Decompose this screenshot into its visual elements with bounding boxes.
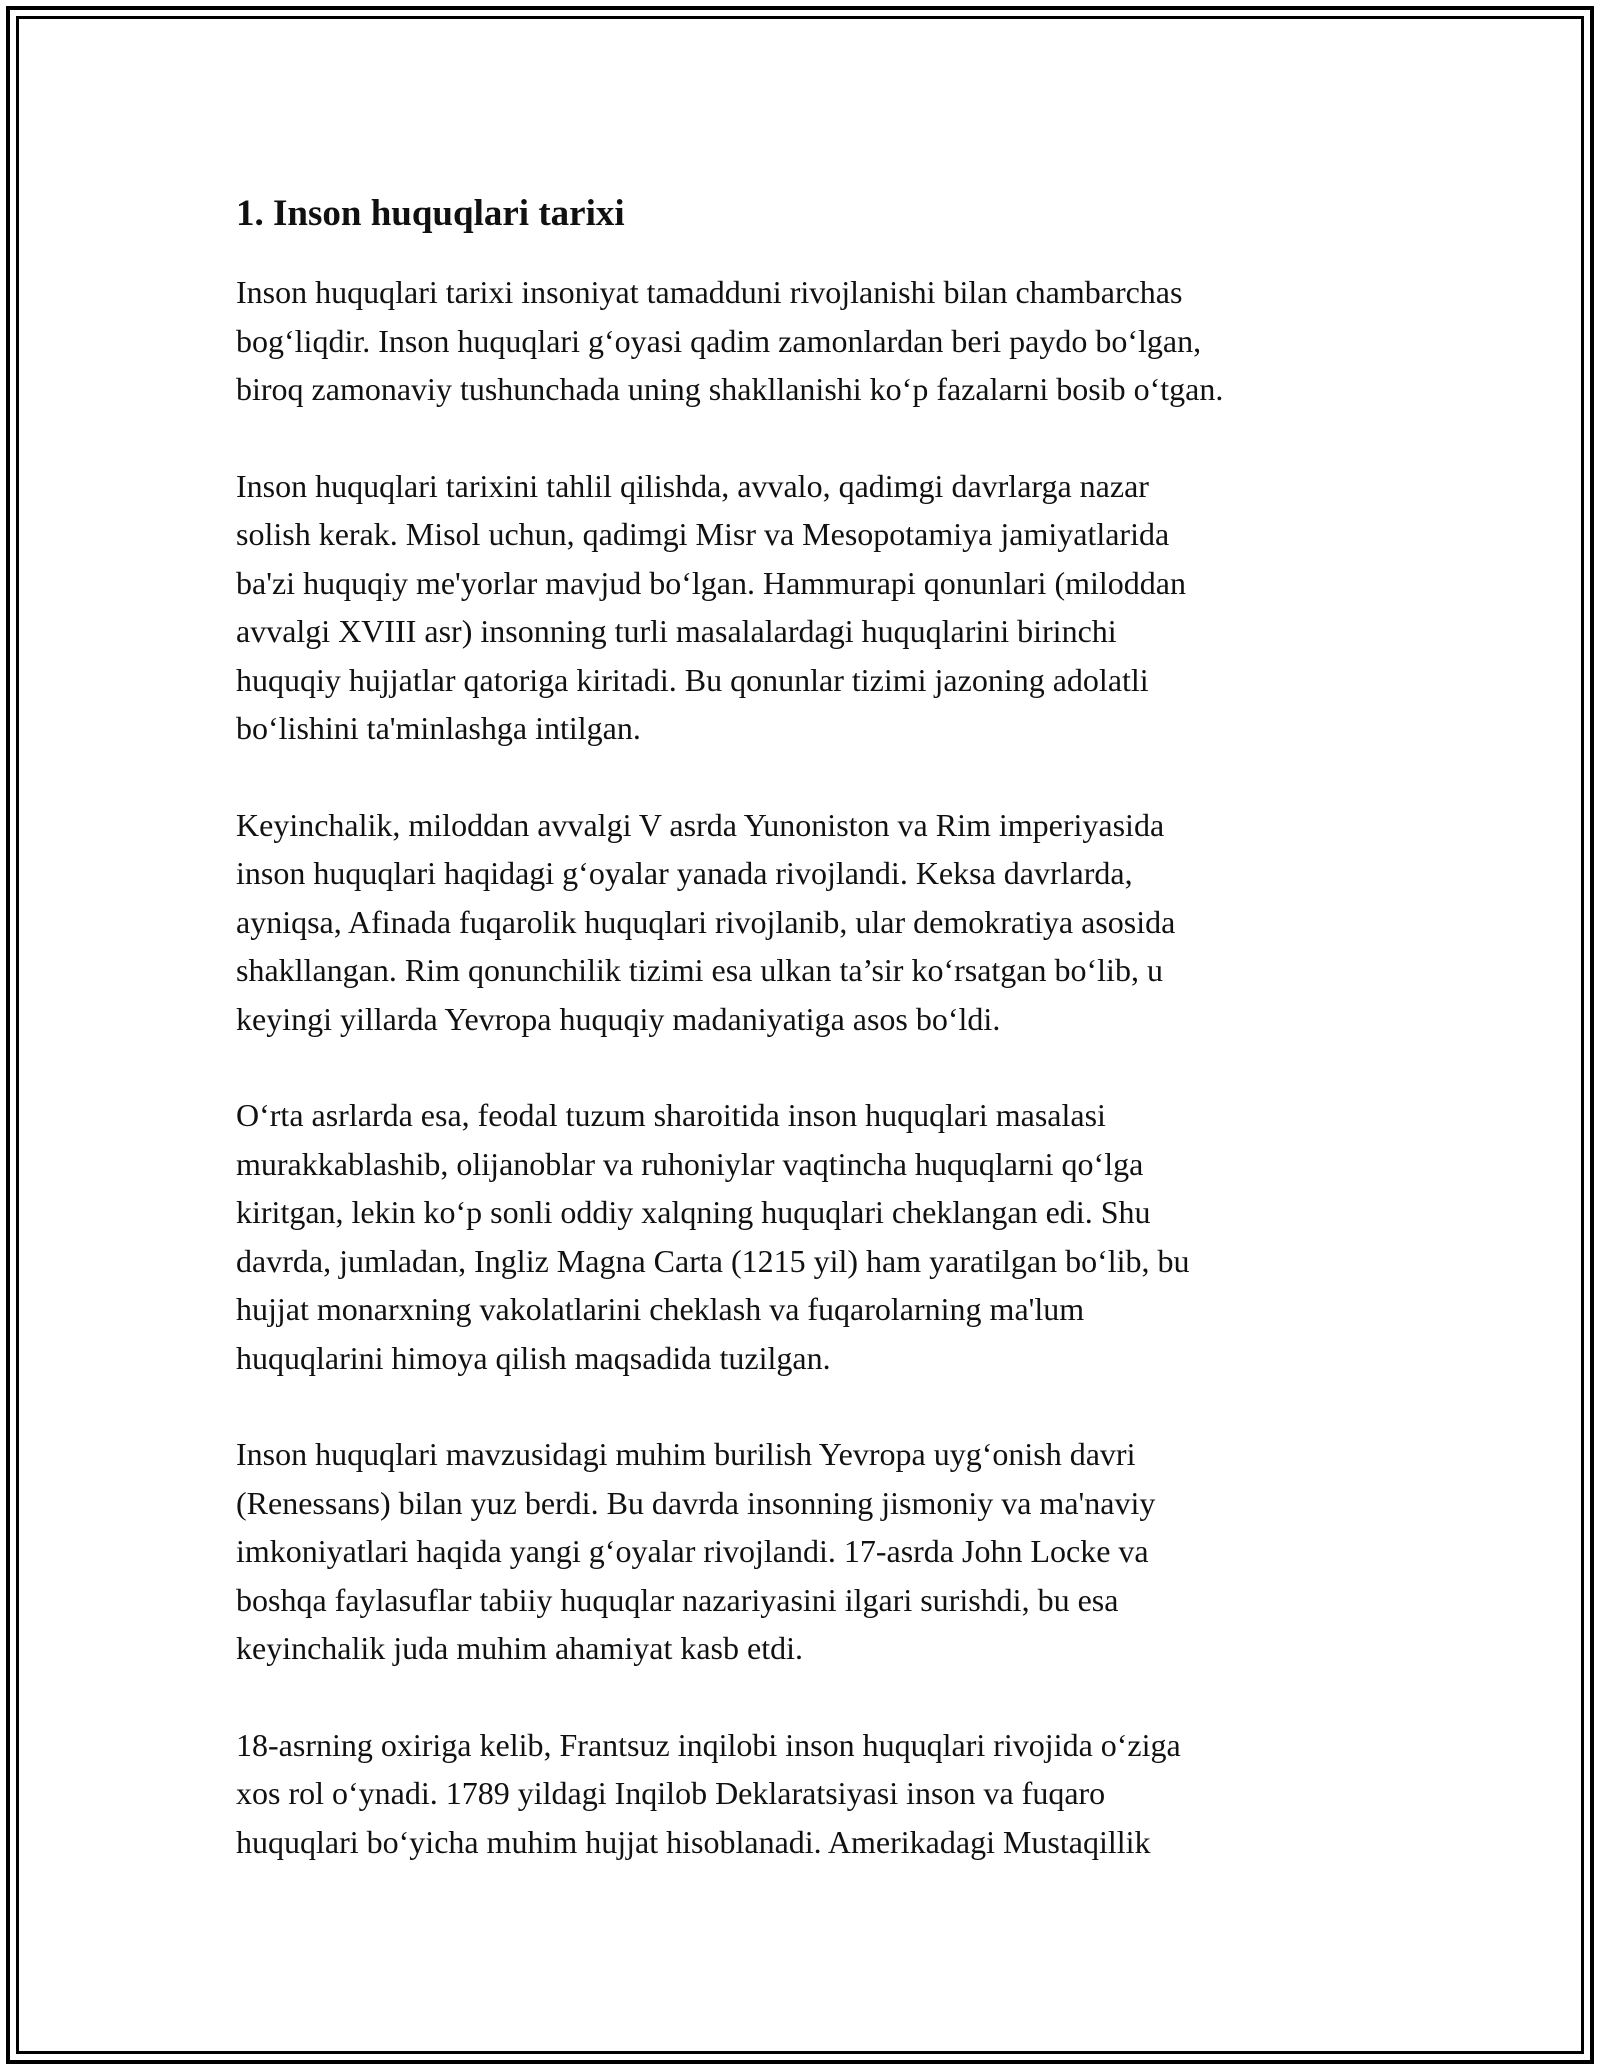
paragraph bbox=[236, 462, 1416, 753]
paragraph bbox=[236, 1721, 1416, 1867]
text-line: kiritgan, lekin ko‘p sonli oddiy xalqning huquqlari cheklangan edi. Shu bbox=[236, 1194, 1151, 1230]
text-line: inson huquqlari haqidagi g‘oyalar yanada rivojlandi. Keksa davrlarda, bbox=[236, 855, 1133, 891]
text-line: Inson huquqlari mavzusidagi muhim burilish Yevropa uyg‘onish davri bbox=[236, 1436, 1136, 1472]
text-line: Keyinchalik, miloddan avvalgi V asrda Yunoniston va Rim imperiyasida bbox=[236, 806, 1165, 843]
paragraph bbox=[236, 801, 1416, 1044]
text-line: hujjat monarxning vakolatlarini cheklash va fuqarolarning ma'lum bbox=[236, 1291, 1085, 1327]
text-line: imkoniyatlari haqida yangi g‘oyalar rivojlandi. 17-asrda John Locke va bbox=[236, 1533, 1149, 1569]
text-line: huquqlari bo‘yicha muhim hujjat hisoblanadi. Amerikadagi Mustaqillik bbox=[236, 1823, 1151, 1860]
text-line: Inson huquqlari tarixi insoniyat tamadduni rivojlanishi bilan chambarchas bbox=[236, 274, 1183, 310]
text-line: bo‘lishini ta'minlashga intilgan. bbox=[236, 710, 641, 746]
text-line: ba'zi huquqiy me'yorlar mavjud bo‘lgan. Hammurapi qonunlari (miloddan bbox=[236, 564, 1186, 601]
paragraph bbox=[236, 1430, 1416, 1673]
text-line: xos rol o‘ynadi. 1789 yildagi Inqilob Deklaratsiyasi inson va fuqaro bbox=[236, 1775, 1106, 1811]
text-line: solish kerak. Misol uchun, qadimgi Misr va Mesopotamiya jamiyatlarida bbox=[236, 516, 1170, 552]
text-line: keyinchalik juda muhim ahamiyat kasb etdi. bbox=[236, 1630, 803, 1666]
text-line: huquqiy hujjatlar qatoriga kiritadi. Bu qonunlar tizimi jazoning adolatli bbox=[236, 661, 1149, 698]
text-line: 18-asrning oxiriga kelib, Frantsuz inqilobi inson huquqlari rivojida o‘ziga bbox=[236, 1726, 1181, 1763]
paragraph bbox=[236, 268, 1416, 414]
text-line: boshqa faylasuflar tabiiy huquqlar nazariyasini ilgari surishdi, bu esa bbox=[236, 1581, 1119, 1618]
text-line: (Renessans) bilan yuz berdi. Bu davrda insonning jismoniy va ma'naviy bbox=[236, 1484, 1156, 1521]
text-line: shakllangan. Rim qonunchilik tizimi esa ulkan ta’sir ko‘rsatgan bo‘lib, u bbox=[236, 952, 1163, 988]
text-line: keyingi yillarda Yevropa huquqiy madaniyatiga asos bo‘ldi. bbox=[236, 1000, 1001, 1037]
section-title: 1. Inson huquqlari tarixi bbox=[236, 193, 625, 234]
text-line: biroq zamonaviy tushunchada uning shakllanishi ko‘p fazalarni bosib o‘tgan. bbox=[236, 371, 1224, 407]
text-line: huquqlarini himoya qilish maqsadida tuzilgan. bbox=[236, 1339, 831, 1376]
text-line: Inson huquqlari tarixini tahlil qilishda, avvalo, qadimgi davrlarga nazar bbox=[236, 467, 1149, 504]
text-line: murakkablashib, olijanoblar va ruhoniylar vaqtincha huquqlarni qo‘lga bbox=[236, 1145, 1144, 1182]
text-line: ayniqsa, Afinada fuqarolik huquqlari rivojlanib, ular demokratiya asosida bbox=[236, 903, 1176, 940]
text-line: O‘rta asrlarda esa, feodal tuzum sharoitida inson huquqlari masalasi bbox=[236, 1097, 1106, 1133]
text-line: bog‘liqdir. Inson huquqlari g‘oyasi qadim zamonlardan beri paydo bo‘lgan, bbox=[236, 322, 1202, 359]
text-line: avvalgi XVIII asr) insonning turli masalalardagi huquqlarini birinchi bbox=[236, 613, 1117, 649]
document-body bbox=[236, 186, 1416, 1914]
text-line: davrda, jumladan, Ingliz Magna Carta (1215 yil) ham yaratilgan bo‘lib, bu bbox=[236, 1242, 1190, 1279]
paragraph bbox=[236, 1091, 1416, 1382]
